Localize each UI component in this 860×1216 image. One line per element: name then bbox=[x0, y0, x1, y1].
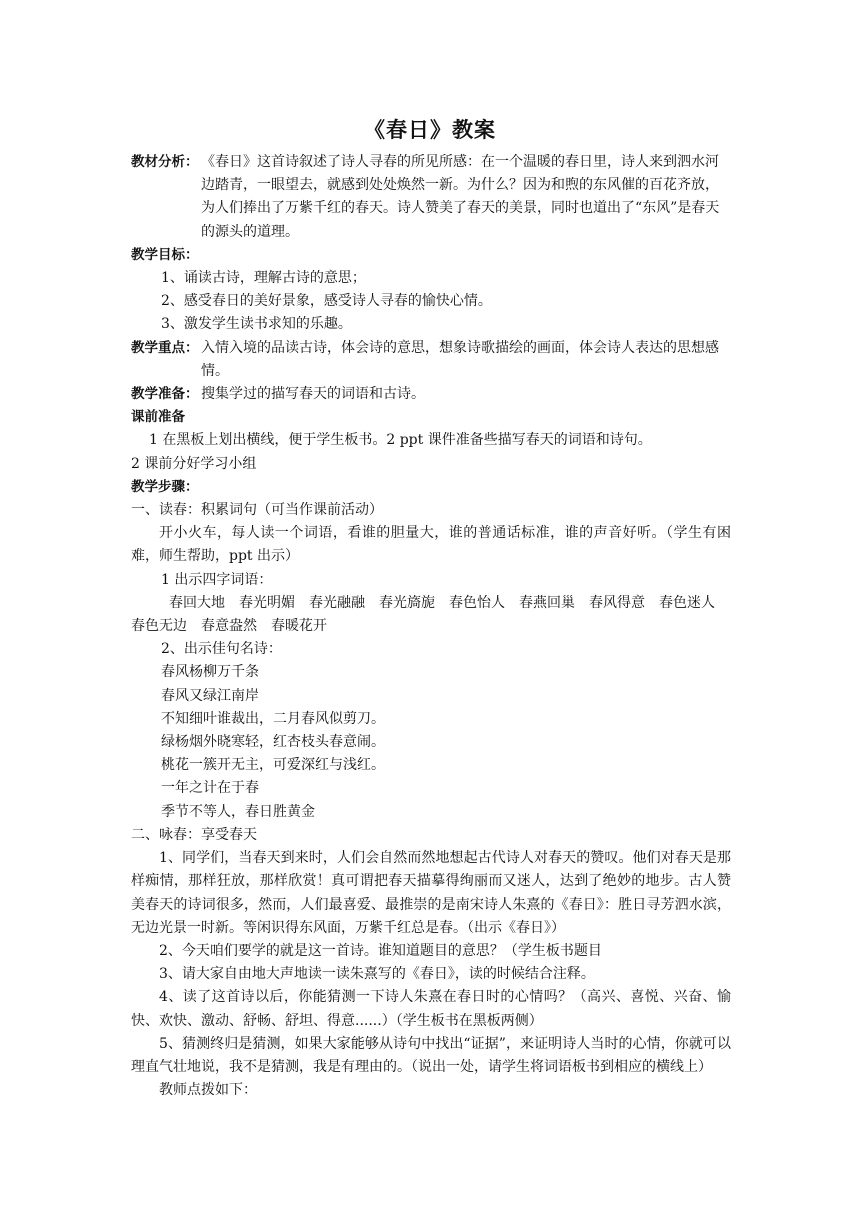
prep-label: 教学准备： bbox=[131, 386, 199, 403]
goal-item: 1、诵读古诗，理解古诗的意思； bbox=[161, 270, 366, 287]
part1-heading: 一、读春：积累词句（可当作课前活动） bbox=[131, 502, 383, 519]
part2-paragraph: 4、读了这首诗以后，你能猜测一下诗人朱熹在春日时的心情吗？（高兴、喜悦、兴奋、愉快、欢快、激动、舒畅、舒坦、得意......）（学生板书在黑板两侧） bbox=[131, 989, 731, 1029]
prep-text: 搜集学过的描写春天的词语和古诗。 bbox=[201, 386, 425, 403]
lines-title: 2、出示佳句名诗： bbox=[161, 641, 282, 658]
poem-line: 春风杨柳万千条 bbox=[161, 664, 259, 681]
analysis-text: 《春日》这首诗叙述了诗人寻春的所见所感：在一个温暖的春日里，诗人来到泗水河边踏青，一眼望去，就感到处处焕然一新。为什么？因为和煦的东风催的百花齐放，为人们捧出了万紫千红的春天。诗人赞美了春天的美景，同时也道出了“东风”是春天的源头的道理。 bbox=[201, 154, 720, 240]
poem-line: 桃花一簇开无主，可爱深红与浅红。 bbox=[161, 757, 385, 774]
poem-line: 绿杨烟外晓寒轻，红杏枝头春意闹。 bbox=[161, 734, 385, 751]
part2-paragraph: 1、同学们，当春天到来时，人们会自然而然地想起古代诗人对春天的赞叹。他们对春天是那样痴情，那样狂放，那样欣赏！真可谓把春天描摹得绚丽而又迷人，达到了绝妙的地步。古人赞美春天的诗词很多，然而，人们最喜爱、最推崇的是南宋诗人朱熹的《春日》：胜日寻芳泗水滨，无边光景一时新。等闲识得东风面，万紫千红总是春。（出示《春日》） bbox=[131, 850, 731, 936]
poem-line: 不知细叶谁裁出，二月春风似剪刀。 bbox=[161, 710, 385, 727]
part2-paragraph: 2、今天咱们要学的就是这一首诗。谁知道题目的意思？（学生板书题目 bbox=[159, 942, 602, 959]
poem-line: 季节不等人，春日胜黄金 bbox=[161, 803, 315, 820]
part2-paragraph: 5、猜测终归是猜测，如果大家能够从诗句中找出“证据”，来证明诗人当时的心情，你就可以理直气壮地说，我不是猜测，我是有理由的。（说出一处，请学生将词语板书到相应的横线上） bbox=[131, 1035, 731, 1075]
part2-heading: 二、咏春：享受春天 bbox=[131, 826, 257, 843]
key-text: 入情入境的品读古诗，体会诗的意思，想象诗歌描绘的画面，体会诗人表达的思想感情。 bbox=[201, 339, 719, 379]
poem-line: 春风又绿江南岸 bbox=[161, 687, 259, 704]
page-title: 《春日》教案 bbox=[364, 117, 496, 142]
pre-class-label: 课前准备 bbox=[131, 409, 185, 426]
part1-paragraph: 开小火车，每人读一个词语，看谁的胆量大，谁的普通话标准，谁的声音好听。（学生有困难，师生帮助，ppt 出示） bbox=[131, 525, 731, 565]
document-body bbox=[131, 151, 731, 1102]
prep-section bbox=[131, 383, 731, 406]
four-char-words: 春回大地 春光明媚 春光融融 春光旖旎 春色怡人 春燕回巢 春风得意 春色迷人 春色无边 春意盎然 春暖花开 bbox=[131, 594, 729, 635]
goal-item: 2、感受春日的美好景象，感受诗人寻春的愉快心情。 bbox=[161, 293, 492, 310]
key-section bbox=[131, 337, 731, 383]
key-label: 教学重点： bbox=[131, 339, 199, 356]
pre-class-line: 2 课前分好学习小组 bbox=[131, 455, 257, 472]
poem-line: 一年之计在于春 bbox=[161, 780, 259, 797]
pre-class-line: 1 在黑板上划出横线，便于学生板书。2 ppt 课件准备些描写春天的词语和诗句。 bbox=[149, 432, 652, 449]
analysis-section bbox=[131, 151, 731, 244]
goal-item: 3、激发学生读书求知的乐趣。 bbox=[161, 316, 352, 333]
words-title: 1 出示四字词语： bbox=[161, 571, 273, 588]
goals-label: 教学目标： bbox=[131, 246, 199, 263]
analysis-label: 教材分析： bbox=[131, 154, 199, 170]
part2-paragraph: 3、请大家自由地大声地读一读朱熹写的《春日》，读的时候结合注释。 bbox=[159, 966, 595, 983]
part2-paragraph: 教师点拨如下： bbox=[159, 1082, 257, 1099]
steps-label: 教学步骤： bbox=[131, 478, 199, 495]
